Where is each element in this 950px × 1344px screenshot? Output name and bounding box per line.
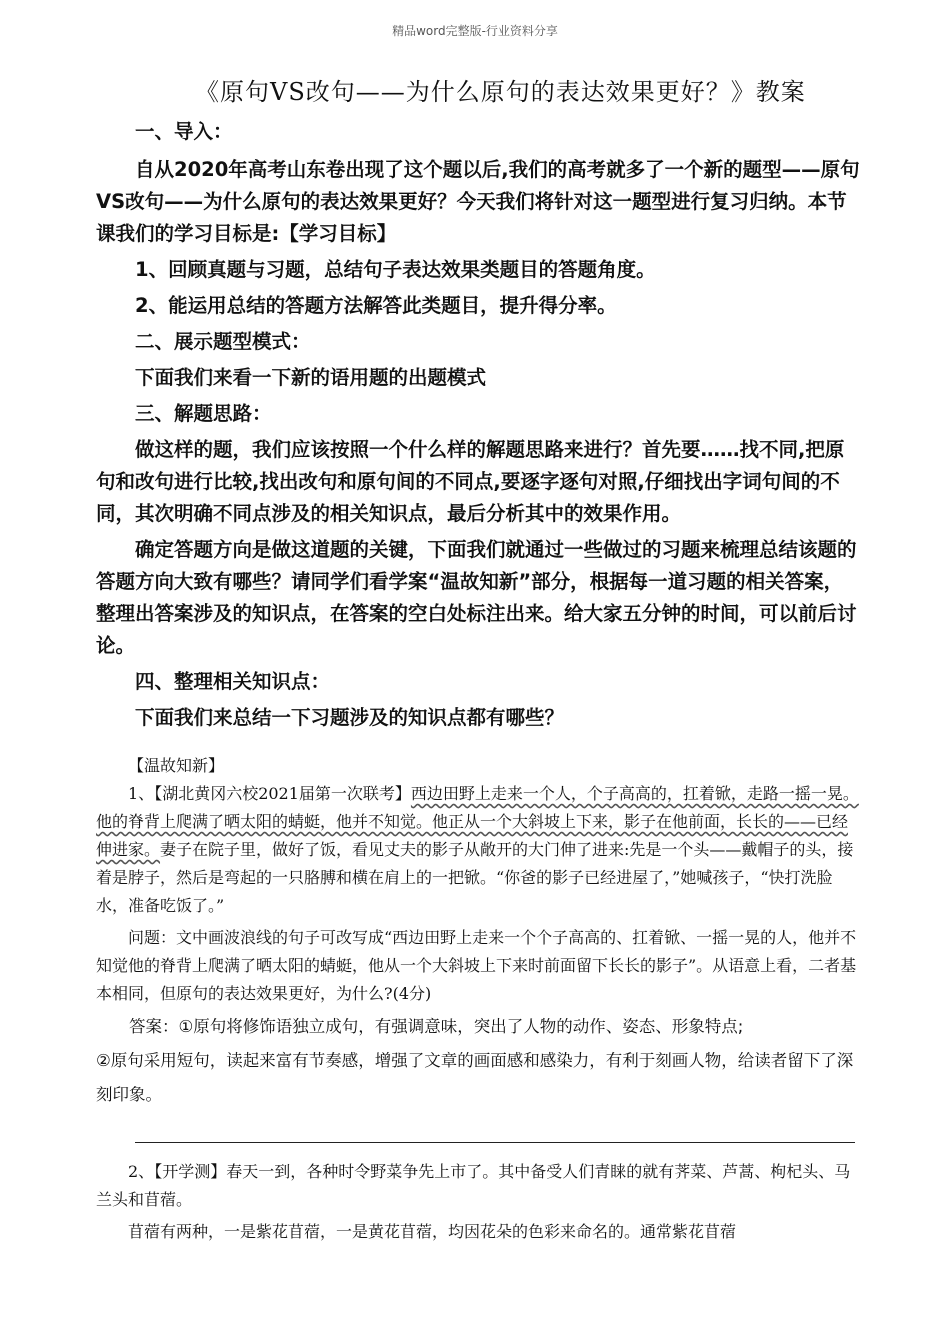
question-1-number: 1、 — [128, 784, 155, 803]
question-1-prompt: 问题：文中画波浪线的句子可改写成“西边田野上走来一个个子高高的、扛着锨、一摇一晃的人，他并不知觉他的脊背上爬满了晒太阳的蜻蜓，他从一个大斜坡上下来时前面留下长长的影子”。从语意上看，二者基本相同，但原句的表达效果更好，为什么?(4分) — [96, 928, 857, 1003]
section-4-paragraph: 下面我们来总结一下习题涉及的知识点都有哪些？ — [135, 706, 565, 729]
section-1-paragraph: 自从2020年高考山东卷出现了这个题以后,我们的高考就多了一个新的题型——原句VS改句——为什么原句的表达效果更好？今天我们将针对这一题型进行复习归纳。本节课我们的学习目标是:【学习目标】 — [96, 158, 860, 245]
question-2-number: 2、 — [128, 1162, 155, 1181]
section-1-heading: 一、导入： — [135, 120, 233, 143]
review-heading: 【温故知新】 — [128, 756, 225, 775]
question-1-wavy-sentence: 西边田野上走来一个人，个子高高的，扛着锨，走路一摇一晃。他的脊背上爬满了晒太阳的蜻蜓，他并不知觉。他正从一个大斜坡上下来，影子在他前面，长长的——已经伸进家。 — [96, 784, 859, 859]
question-1-passage-rest: 妻子在院子里，做好了饭，看见丈夫的影子从敞开的大门伸了进来:先是一个头——戴帽子的头，接着是脖子，然后是弯起的一只胳膊和横在肩上的一把锨。“你爸的影子已经进屋了，”她喊孩子，“快打洗脸水，准备吃饭了。” — [96, 840, 854, 915]
main-body — [96, 116, 860, 734]
page-header: 精品word完整版-行业资料分享 — [392, 24, 558, 38]
question-1-source: 【湖北黄冈六校2021届第一次联考】 — [154, 784, 411, 803]
answer-point-2: ②原句采用短句，读起来富有节奏感，增强了文章的画面感和感染力，有利于刻画人物，给读者留下了深刻印象。 — [96, 1051, 854, 1104]
question-2-text-continued: 苜蓿有两种，一是紫花苜蓿，一是黄花苜蓿，均因花朵的色彩来命名的。通常紫花苜蓿 — [128, 1222, 737, 1241]
question-2-source: 【开学测】 — [154, 1162, 227, 1181]
question-2-passage — [96, 1158, 860, 1214]
section-2-paragraph: 下面我们来看一下新的语用题的出题模式 — [135, 366, 487, 389]
goal-1: 1、回顾真题与习题，总结句子表达效果类题目的答题角度。 — [135, 258, 656, 281]
page-title: 《原句VS改句——为什么原句的表达效果更好？》教案 — [195, 78, 806, 106]
question-1-passage — [96, 780, 860, 920]
horizontal-divider — [135, 1142, 855, 1143]
goal-2: 2、能运用总结的答题方法解答此类题目，提升得分率。 — [135, 294, 617, 317]
question-2-section — [96, 1158, 860, 1246]
question-1-answer — [96, 1010, 860, 1112]
review-section — [96, 752, 860, 1008]
section-2-heading: 二、展示题型模式： — [135, 330, 311, 353]
answer-point-1: 答案：①原句将修饰语独立成句，有强调意味，突出了人物的动作、姿态、形象特点; — [129, 1017, 744, 1036]
question-2-text: 春天一到，各种时令野菜争先上市了。其中备受人们青睐的就有荠菜、芦蒿、枸杞头、马兰头和苜蓿。 — [96, 1162, 851, 1209]
section-4-heading: 四、整理相关知识点： — [135, 670, 331, 693]
section-3-paragraph-2: 确定答题方向是做这道题的关键，下面我们就通过一些做过的习题来梳理总结该题的答题方向大致有哪些？请同学们看学案“温故知新”部分，根据每一道习题的相关答案，整理出答案涉及的知识点，在答案的空白处标注出来。给大家五分钟的时间，可以前后讨论。 — [96, 538, 857, 657]
section-3-paragraph-1: 做这样的题，我们应该按照一个什么样的解题思路来进行？首先要……找不同,把原句和改句进行比较,找出改句和原句间的不同点,要逐字逐句对照,仔细找出字词句间的不同，其次明确不同点涉及的相关知识点，最后分析其中的效果作用。 — [96, 438, 845, 525]
section-3-heading: 三、解题思路： — [135, 402, 272, 425]
